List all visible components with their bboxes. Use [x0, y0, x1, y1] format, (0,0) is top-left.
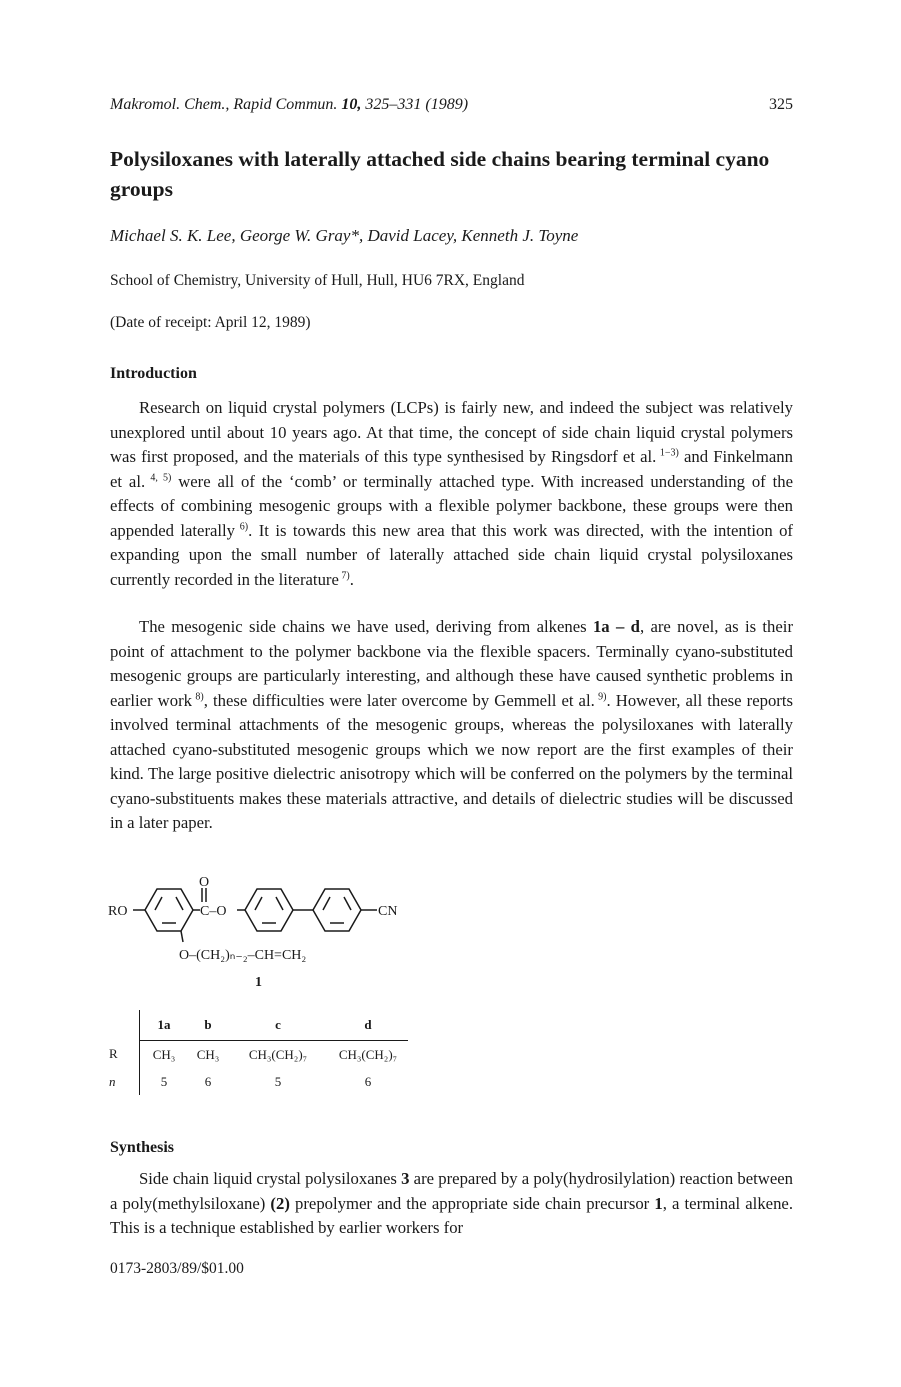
citation: 4, 5): [145, 471, 172, 483]
chemical-structure-1: [105, 870, 425, 995]
ro-group: RO: [108, 904, 128, 919]
structure-drawing: [105, 870, 425, 995]
table-header-cell: d: [328, 1010, 408, 1041]
compound-table: [105, 1010, 408, 1095]
text-run: Research on liquid crystal polymers (LCPs) is fairly new, and indeed the subject was relatively unexplored until about 10 years ago. At that time, the concept of side chain liquid crystal polymers was first proposed, and the materials of this type synthesised by Ringsdorf et al.: [110, 398, 793, 466]
table-header-cell: c: [228, 1010, 328, 1041]
text-run: , a terminal alkene. This is a technique established by earlier workers for: [110, 1193, 793, 1237]
price-code: 0173-2803/89/$01.00: [110, 1260, 244, 1277]
citation: 9): [594, 690, 607, 702]
text-run: prepolymer and the appropriate side chain precursor: [289, 1193, 655, 1213]
receipt-date: (Date of receipt: April 12, 1989): [110, 314, 311, 331]
citation: 8): [191, 690, 204, 702]
running-header-journal: [110, 96, 468, 114]
affiliation: School of Chemistry, University of Hull, Hull, HU6 7RX, England: [110, 272, 525, 289]
citation: 1−3): [656, 447, 679, 459]
table-header-cell: b: [188, 1010, 228, 1041]
journal-volume: 10,: [341, 96, 362, 113]
text-run: Side chain liquid crystal polysiloxanes: [139, 1169, 402, 1188]
table-cell: 5: [160, 1073, 168, 1089]
text-run: and Finkelmann et al.: [110, 447, 793, 491]
table-cell: 5: [274, 1073, 282, 1089]
citation: 6): [235, 520, 249, 532]
table-row: [105, 1041, 408, 1069]
text-run: . It is towards this new area that this work was directed, with the intention of expanding upon the small number of laterally attached side chain liquid crystal polysiloxanes currently recorded in the literature: [110, 520, 793, 589]
compound-ref: 3: [401, 1169, 410, 1188]
table-cell: CH₃(CH₂)₇: [248, 1046, 308, 1062]
text-run: .: [349, 569, 354, 589]
table-cell: CH₃: [196, 1046, 220, 1062]
table-cell: CH₃: [152, 1046, 176, 1062]
table-row-label: R: [105, 1041, 140, 1069]
page-number: 325: [769, 96, 793, 113]
compound-ref: 1: [654, 1193, 663, 1213]
text-run: The mesogenic side chains we have used, deriving from alkenes: [139, 617, 593, 636]
compound-table-grid: [105, 1010, 408, 1095]
citation: 7): [338, 569, 350, 581]
text-run: . However, all these reports involved terminal attachments of the mesogenic groups, whereas the polysiloxanes with laterally attached cyano-substituted mesogenic groups which we now report are the first examples of their kind. The large positive dielectric anisotropy which will be conferred on the polymers by the terminal cyano-substituents makes these materials attractive, and details of dielectric studies will be discussed in a later paper.: [110, 690, 793, 832]
carbonyl-oxygen: O: [199, 875, 210, 890]
text-run: were all of the ‘comb’ or terminally attached type. With increased understanding of the effects of combining mesogenic groups with a flexible polymer backbone, these groups were then appended laterally: [110, 471, 793, 540]
ester-group: C–O: [200, 904, 227, 919]
table-row: [105, 1068, 408, 1095]
introduction-heading: Introduction: [110, 365, 197, 382]
benzene-ring-2: [245, 889, 293, 931]
table-row-label: n: [105, 1068, 140, 1095]
benzene-ring-1: [145, 889, 193, 931]
table-header-cell: 1a: [140, 1010, 189, 1041]
text-run: , are novel, as is their point of attachment to the polymer backbone via the flexible spacers. Terminally cyano-substituted mesogenic groups are particularly interesting, and although these have caused synthetic problems in earlier work: [110, 617, 794, 710]
table-cell: 6: [204, 1073, 212, 1089]
benzene-ring-3: [313, 889, 361, 931]
text-run: are prepared by a poly(hydrosilylation) reaction between a poly(methylsiloxane): [110, 1169, 793, 1213]
table-corner: [105, 1010, 140, 1041]
compound-ref: (2): [270, 1193, 290, 1213]
table-header-row: [105, 1010, 408, 1041]
introduction-paragraph-2: [110, 615, 793, 836]
compound-number: 1: [255, 975, 262, 990]
journal-name: Makromol. Chem., Rapid Commun.: [110, 96, 338, 113]
lateral-side-chain: O–(CH₂)ₙ₋₂–CH=CH₂: [179, 948, 307, 963]
compound-ref: 1a – d: [592, 617, 640, 636]
text-run: , these difficulties were later overcome by Gemmell et al.: [203, 690, 595, 710]
synthesis-paragraph-1: [110, 1167, 793, 1241]
cyano-group: CN: [378, 904, 398, 919]
paper-title: Polysiloxanes with laterally attached side chains bearing terminal cyano groups: [110, 147, 770, 201]
table-cell: CH₃(CH₂)₇: [338, 1046, 398, 1062]
synthesis-heading: Synthesis: [110, 1139, 175, 1156]
author-list: Michael S. K. Lee, George W. Gray*, David Lacey, Kenneth J. Toyne: [110, 226, 579, 245]
introduction-paragraph-1: [110, 396, 793, 592]
table-cell: 6: [364, 1073, 372, 1089]
journal-pages-year: 325–331 (1989): [365, 96, 469, 113]
